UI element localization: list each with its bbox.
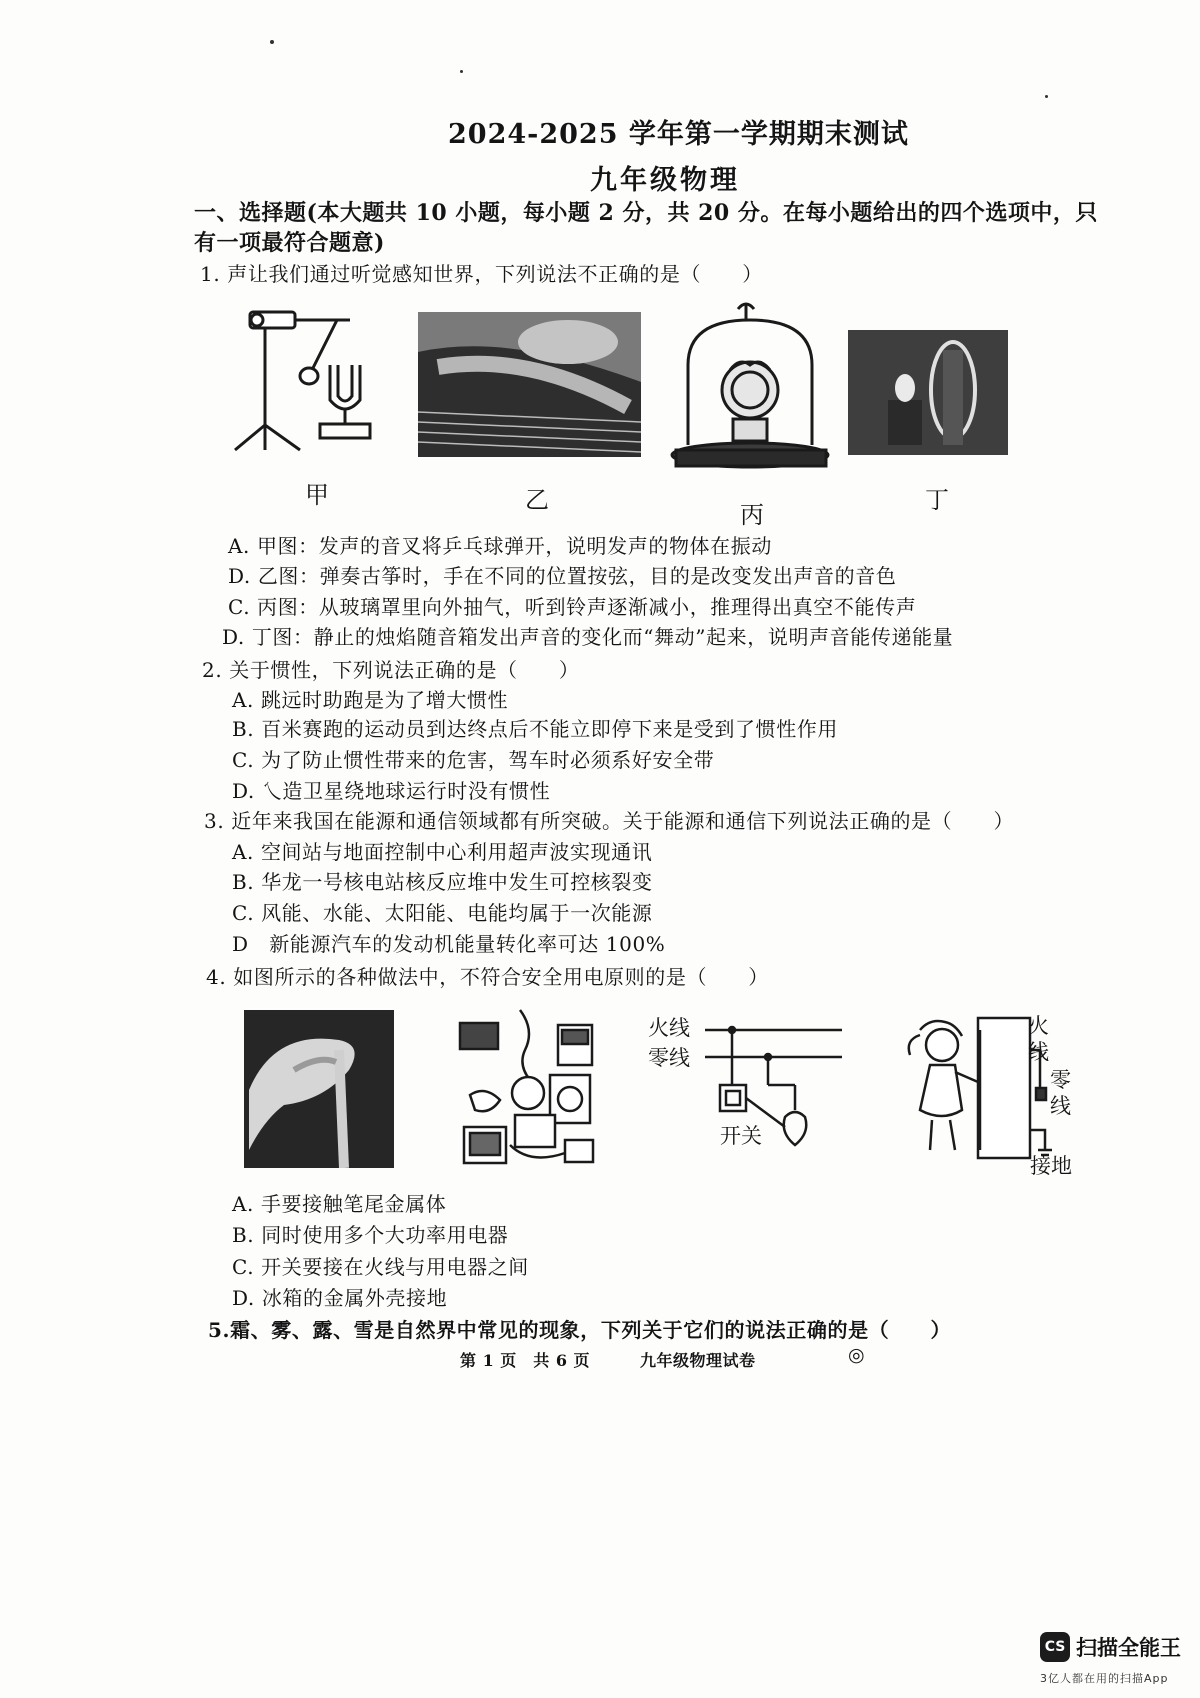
question-2-option-a: A. 跳远时助跑是为了增大惯性 [232,688,509,712]
question-2-option-c: C. 为了防止惯性带来的危害，驾车时必须系好安全带 [232,748,715,772]
label-live-wire-vertical-1: 火 [1028,1014,1049,1038]
question-1-option-a: A. 甲图：发声的音叉将乒乓球弹开，说明发声的物体在振动 [228,534,772,558]
scanner-app-name: 扫描全能王 [1076,1636,1181,1660]
figure-test-pen-photo [244,1010,394,1168]
figure-caption-yi: 乙 [525,486,549,514]
section-heading-line2: 有一项最符合题意) [194,230,385,256]
figure-guzheng-photo [418,312,641,457]
scan-speck [270,40,274,44]
footer-page-number: 第 1 页 共 6 页 [460,1351,591,1370]
question-3-option-a: A. 空间站与地面控制中心利用超声波实现通讯 [232,840,653,864]
figure-caption-jia: 甲 [305,481,329,509]
figure-speaker-candle-photo [848,330,1008,455]
figure-caption-bing: 丙 [740,501,764,529]
section-heading-line1: 一、选择题(本大题共 10 小题，每小题 2 分，共 20 分。在每小题给出的四个选项中，只 [194,200,1098,226]
question-1-option-c: C. 丙图：从玻璃罩里向外抽气，听到铃声逐渐减小，推理得出真空不能传声 [228,595,917,619]
scanner-tagline: 3亿人都在用的扫描App [1040,1672,1169,1685]
scanner-watermark [1040,1632,1181,1662]
label-neutral-wire-vertical-2: 线 [1050,1094,1071,1118]
camscanner-logo-icon: CS [1040,1632,1070,1662]
question-2-stem: 2. 关于惯性，下列说法正确的是（ ） [202,658,580,682]
question-1-option-b: D. 乙图：弹奏古筝时，手在不同的位置按弦，目的是改变发出声音的音色 [228,564,897,588]
figure-tuning-fork [225,300,400,460]
scan-speck [1045,95,1048,98]
question-3-option-d: D 新能源汽车的发动机能量转化率可达 100% [232,932,666,956]
question-4-option-c: C. 开关要接在火线与用电器之间 [232,1255,529,1279]
label-switch: 开关 [720,1124,762,1148]
footer-symbol: ◎ [848,1344,866,1366]
figure-overloaded-socket [450,1005,610,1175]
figure-caption-ding: 丁 [925,486,949,514]
scan-speck [460,70,463,73]
question-1-option-d: D. 丁图：静止的烛焰随音箱发出声音的变化而“舞动”起来，说明声音能传递能量 [222,625,954,649]
exam-title: 2024-2025 学年第一学期期末测试 [448,119,909,150]
question-4-option-b: B. 同时使用多个大功率用电器 [232,1223,509,1247]
label-live-wire-vertical-2: 线 [1028,1040,1049,1064]
question-4-option-a: A. 手要接触笔尾金属体 [232,1192,447,1216]
label-neutral-wire: 零线 [648,1046,690,1070]
label-live-wire: 火线 [648,1016,690,1040]
footer-paper-name: 九年级物理试卷 [640,1351,756,1370]
question-3-option-b: B. 华龙一号核电站核反应堆中发生可控核裂变 [232,870,653,894]
question-2-option-d: D. 乀造卫星绕地球运行时没有惯性 [232,779,551,803]
label-ground: 接地 [1030,1154,1072,1178]
exam-subtitle: 九年级物理 [590,165,740,196]
label-neutral-wire-vertical-1: 零 [1050,1068,1071,1092]
question-1-stem: 1. 声让我们通过听觉感知世界，下列说法不正确的是（ ） [200,262,763,286]
question-2-option-b: B. 百米赛跑的运动员到达终点后不能立即停下来是受到了惯性作用 [232,717,839,741]
question-4-option-d: D. 冰箱的金属外壳接地 [232,1286,448,1310]
question-5-stem: 5.霜、雾、露、雪是自然界中常见的现象，下列关于它们的说法正确的是（ ） [208,1318,952,1342]
question-3-stem: 3. 近年来我国在能源和通信领域都有所突破。关于能源和通信下列说法正确的是（ ） [204,809,1015,833]
question-4-stem: 4. 如图所示的各种做法中，不符合安全用电原则的是（ ） [206,965,769,989]
question-3-option-c: C. 风能、水能、太阳能、电能均属于一次能源 [232,901,653,925]
figure-bell-jar [668,295,833,480]
